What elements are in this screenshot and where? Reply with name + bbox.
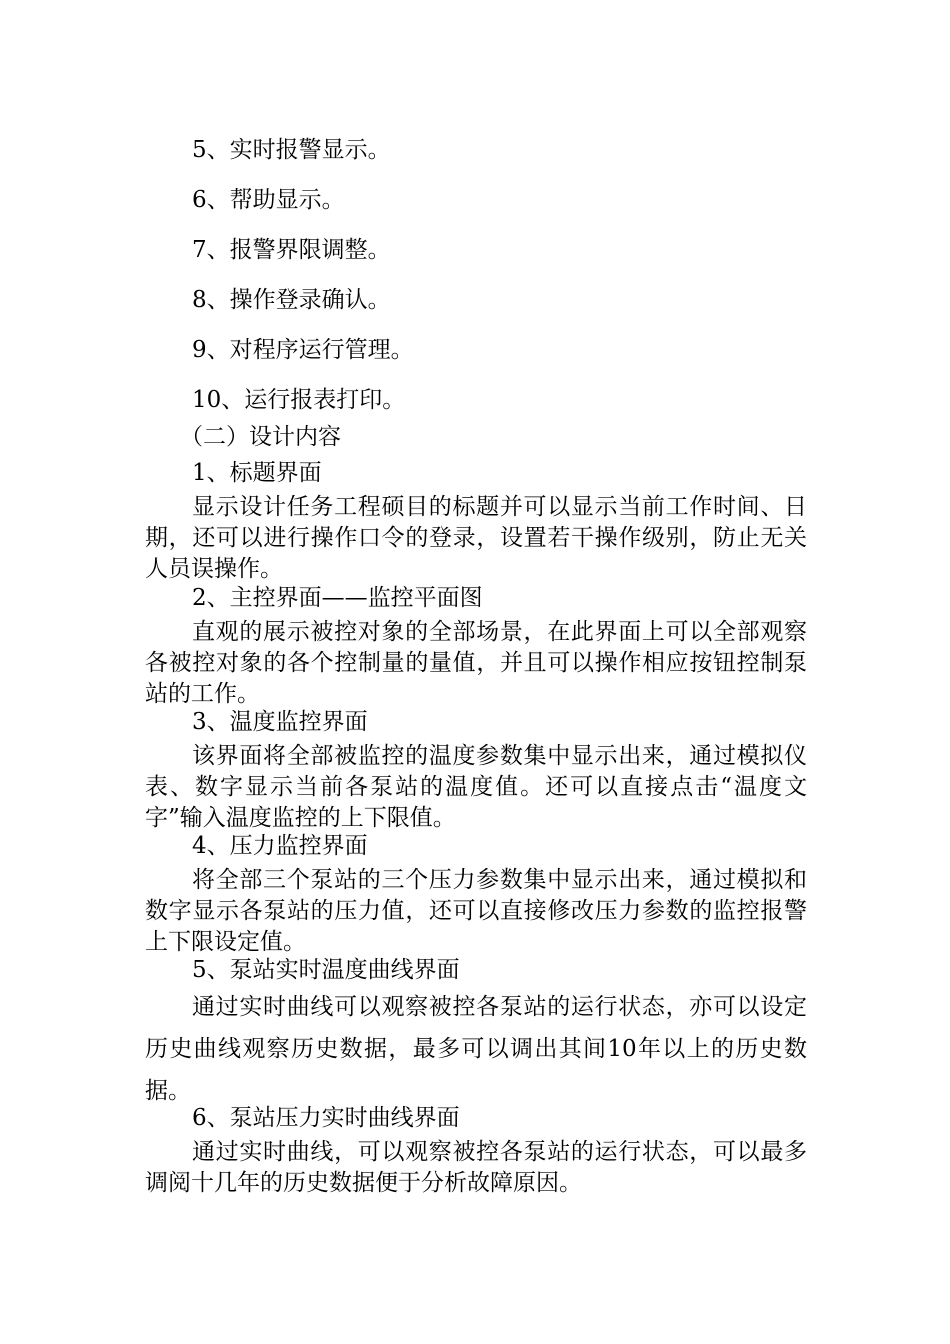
subsection-heading: 3、温度监控界面 [192,709,368,735]
section-heading: （二）设计内容 [180,424,341,450]
subsection-heading: 5、泵站实时温度曲线界面 [192,957,460,983]
subsection-heading: 6、泵站压力实时曲线界面 [192,1105,460,1131]
paragraph: 该界面将全部被监控的温度参数集中显示出来，通过模拟仪表、数字显示当前各泵站的温度值。还可以直接点击“温度文字”输入温度监控的上下限值。 [145,743,807,831]
list-item: 10、运行报表打印。 [192,387,406,413]
list-item: 9、对程序运行管理。 [192,337,414,363]
subsection-heading: 1、标题界面 [192,460,322,486]
paragraph: 将全部三个泵站的三个压力参数集中显示出来，通过模拟和数字显示各泵站的压力值，还可以直接修改压力参数的监控报警上下限设定值。 [145,867,807,955]
subsection-heading: 2、主控界面——监控平面图 [192,585,483,611]
list-item: 5、实时报警显示。 [192,137,391,163]
paragraph: 通过实时曲线可以观察被控各泵站的运行状态，亦可以设定历史曲线观察历史数据，最多可以调出其间10年以上的历史数据。 [145,994,807,1104]
list-item: 6、帮助显示。 [192,187,345,213]
list-item: 7、报警界限调整。 [192,237,391,263]
paragraph: 通过实时曲线，可以观察被控各泵站的运行状态，可以最多调阅十几年的历史数据便于分析故障原因。 [145,1139,807,1196]
subsection-heading: 4、压力监控界面 [192,833,368,859]
paragraph: 直观的展示被控对象的全部场景，在此界面上可以全部观察各被控对象的各个控制量的量值，并且可以操作相应按钮控制泵站的工作。 [145,619,807,707]
paragraph: 显示设计任务工程硕目的标题并可以显示当前工作时间、日期，还可以进行操作口令的登录，设置若干操作级别，防止无关人员误操作。 [145,494,807,582]
list-item: 8、操作登录确认。 [192,287,391,313]
